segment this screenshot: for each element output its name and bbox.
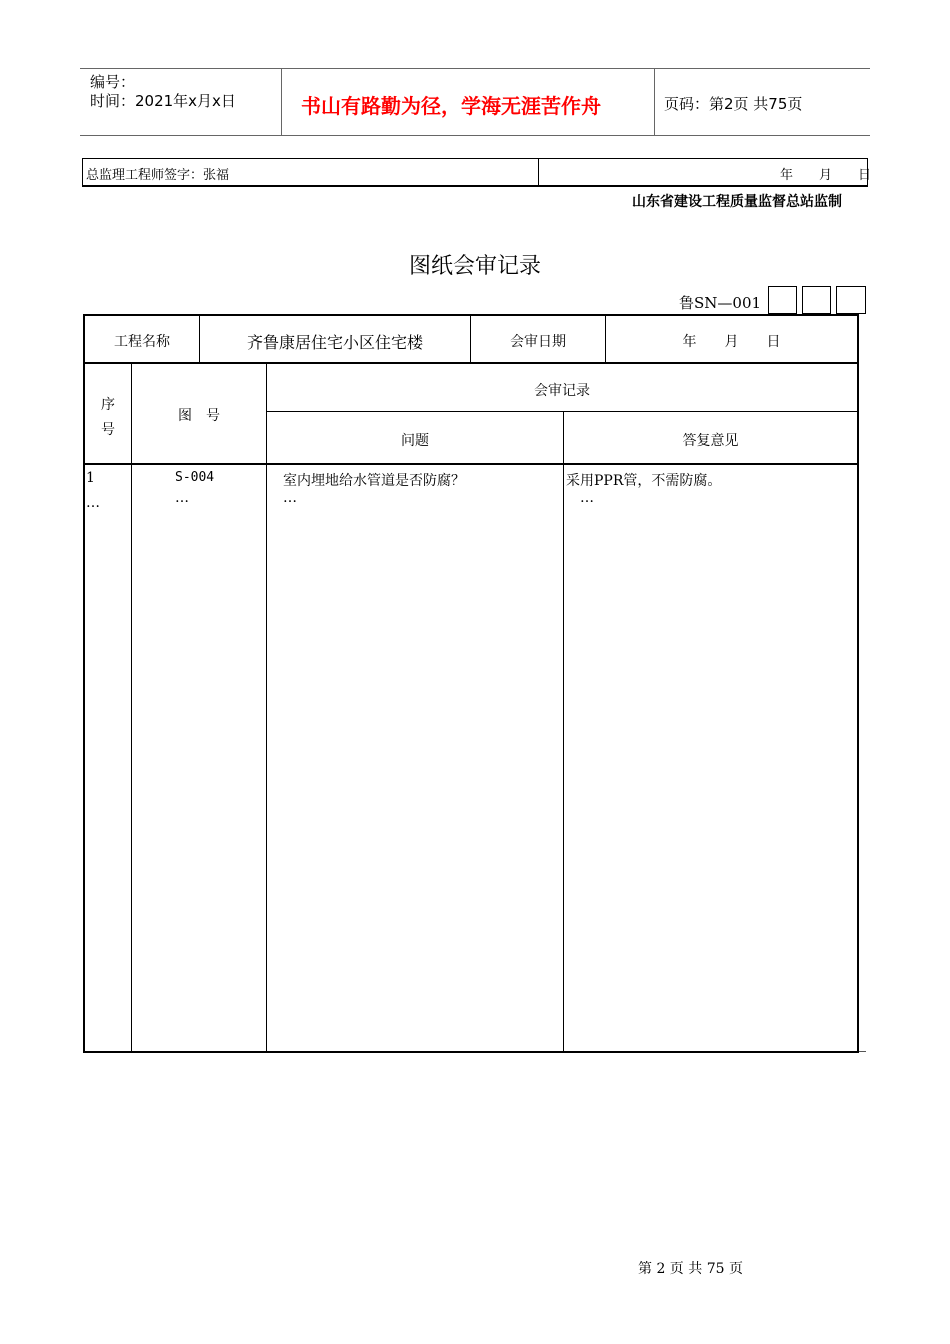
row-drawing-more: … [175,490,189,506]
column-header-drawing: 图 号 [178,408,220,424]
project-name-label: 工程名称 [114,334,170,350]
signature-date: 年 月 日 [780,168,872,183]
footer-page-number: 第 2 页 共 75 页 [638,1261,743,1277]
row-reply-more: … [580,490,594,506]
review-date-label: 会审日期 [510,334,566,350]
form-code: 鲁SN—001 [679,294,762,312]
chief-supervisor-signature: 总监理工程师签字：张福 [86,168,230,183]
row-seq: 1 [86,470,95,486]
document-number-label: 编号： [90,73,136,91]
page-title: 图纸会审记录 [408,254,541,279]
row-seq-more: … [86,495,100,511]
form-code-box-3 [836,286,866,314]
row-reply: 采用PPR管，不需防腐。 [566,473,722,489]
column-header-question: 问题 [401,433,429,449]
header-motto: 书山有路勤为径，学海无涯苦作舟 [301,94,601,118]
row-question-more: … [283,490,297,506]
form-code-box-2 [802,286,831,314]
document-time: 时间：2021年x月x日 [90,92,236,110]
column-header-review-record: 会审记录 [534,383,590,399]
column-header-reply: 答复意见 [682,433,739,449]
row-question: 室内埋地给水管道是否防腐？ [283,473,465,489]
header-page-info: 页码：第2页 共75页 [664,95,803,113]
review-date: 年 月 日 [682,334,781,350]
issuer-text: 山东省建设工程质量监督总站监制 [632,194,842,210]
column-header-seq-bottom: 号 [101,422,115,438]
row-drawing: S-004 [175,470,215,485]
form-code-box-1 [768,286,797,314]
column-header-seq-top: 序 [101,397,115,413]
project-name: 齐鲁康居住宅小区住宅楼 [246,333,423,352]
